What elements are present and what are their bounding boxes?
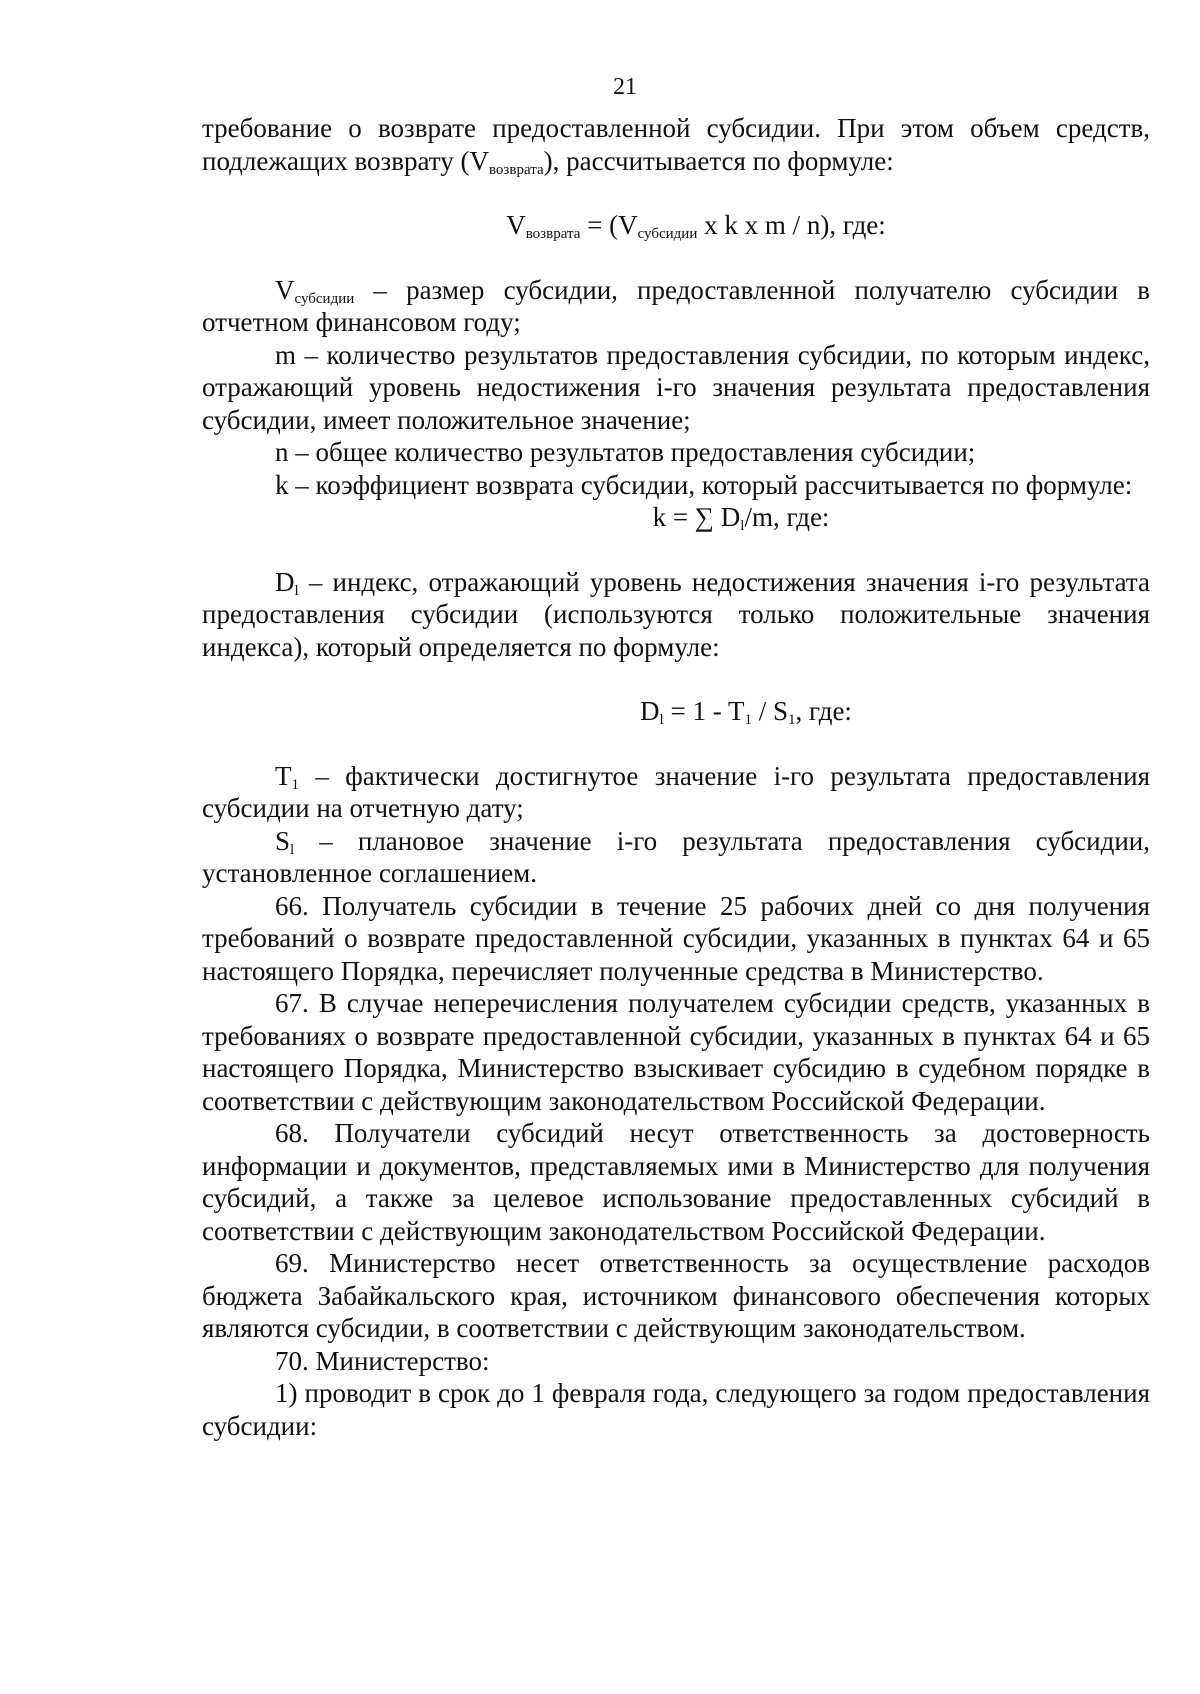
definition-k: k – коэффициент возврата субсидии, который рассчитывается по формуле:	[275, 469, 1133, 500]
formula-d: $D_l = 1 - T_1 / S_1$, где:	[640, 696, 852, 728]
paragraph-67: 67. В случае неперечисления получателем субсидии средств, указанных в требованиях о возврате предоставленной субсидии, указанных в пунктах 64 и 65 настоящего Порядка, Министерство взыскивает субсидию в судебном порядке в соответствии с действующим законодательством Российской Федерации.	[202, 988, 1150, 1116]
paragraph-70-1: 1) проводит в срок до 1 февраля года, следующего за годом предоставления субсидии:	[202, 1378, 1150, 1441]
paragraph-70: 70. Министерство:	[275, 1345, 490, 1376]
paragraph-intro: требование о возврате предоставленной субсидии. При этом объем средств, подлежащих возврату $(V_{возврата})$, рассчитывается по формуле:	[202, 113, 1150, 178]
definition-n: n – общее количество результатов предоставления субсидии;	[275, 437, 976, 467]
definition-v-subsidy: $V_{субсидии}$ – размер субсидии, предоставленной получателю субсидии в отчетном финансовом году;	[202, 274, 1150, 337]
formula-k: k = ∑ $D_l/m$, где:	[652, 502, 830, 534]
formula-return-volume: $V_{возврата} = (V_{субсидии}$ x k x m / n), где:	[506, 210, 886, 242]
paragraph-69: 69. Министерство несет ответственность за осуществление расходов бюджета Забайкальского края, источником финансового обеспечения которых являются субсидии, в соответствии с действующим законодательством.	[202, 1248, 1150, 1343]
definition-s: $S_l$ – плановое значение i-го результата предоставления субсидии, установленное соглашением.	[202, 825, 1150, 888]
definition-t: $T_1$ – фактически достигнутое значение i-го результата предоставления субсидии на отчетную дату;	[202, 760, 1150, 823]
definition-d: $D_l$ – индекс, отражающий уровень недостижения значения i-го результата предоставления субсидии (используются только положительные значения индекса), который определяется по формуле:	[202, 566, 1150, 662]
paragraph-66: 66. Получатель субсидии в течение 25 рабочих дней со дня получения требований о возврате предоставленной субсидии, указанных в пунктах 64 и 65 настоящего Порядка, перечисляет полученные средства в Министерство.	[202, 890, 1150, 986]
page-number: 21	[613, 74, 637, 100]
definition-m: m – количество результатов предоставления субсидии, по которым индекс, отражающий уровень недостижения i-го значения результата предоставления субсидии, имеет положительное значение;	[202, 339, 1150, 435]
document-body	[202, 112, 1150, 1442]
paragraph-68: 68. Получатели субсидий несут ответственность за достоверность информации и документов, представляемых ими в Министерство для получения субсидий, а также за целевое использование предоставленных субсидий в соответствии с действующим законодательством Российской Федерации.	[202, 1118, 1150, 1246]
